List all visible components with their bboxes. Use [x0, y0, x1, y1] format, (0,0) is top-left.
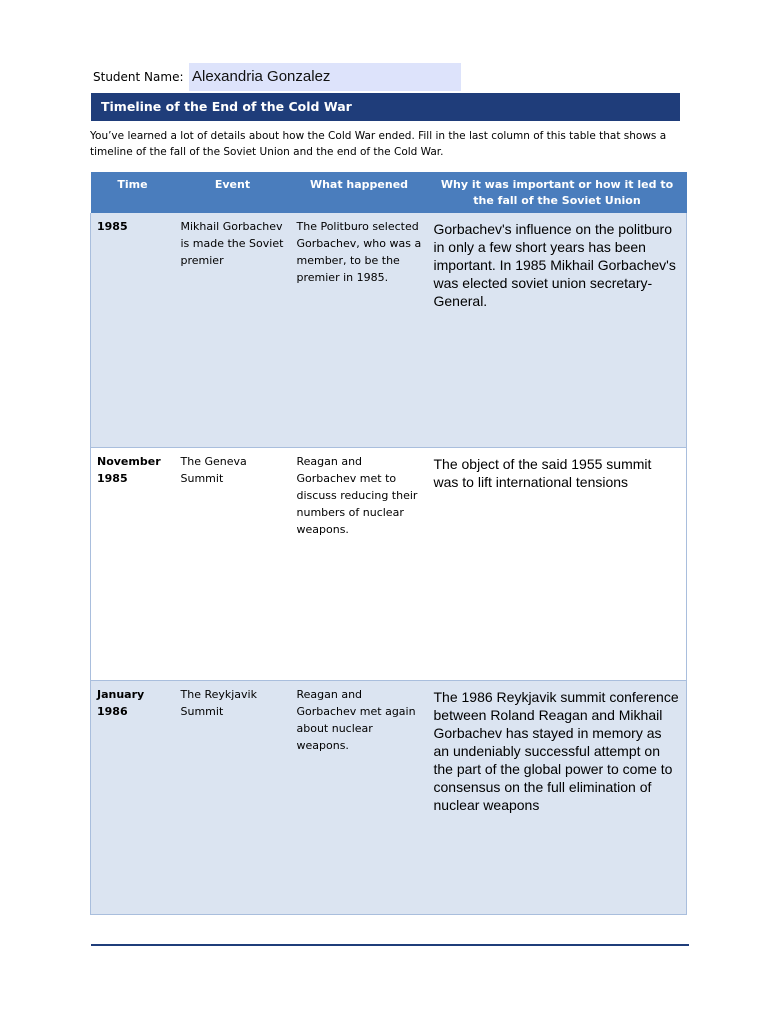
cell-event: The Reykjavik Summit	[175, 680, 291, 914]
student-name-field[interactable]: Alexandria Gonzalez	[189, 63, 461, 91]
header-why-important: Why it was important or how it led to the fall of the Soviet Union	[428, 172, 687, 213]
header-time: Time	[91, 172, 175, 213]
footer-divider	[91, 944, 689, 946]
cell-time: January 1986	[91, 680, 175, 914]
cell-time: November 1985	[91, 447, 175, 680]
timeline-table	[90, 172, 687, 915]
cell-answer[interactable]: The object of the said 1955 summit was to lift international tensions	[428, 447, 687, 680]
student-name-label: Student Name:	[93, 70, 184, 84]
document-title-banner: Timeline of the End of the Cold War	[91, 93, 680, 121]
cell-what-happened: Reagan and Gorbachev met to discuss reducing their numbers of nuclear weapons.	[291, 447, 428, 680]
cell-what-happened: The Politburo selected Gorbachev, who was a member, to be the premier in 1985.	[291, 213, 428, 447]
table-row	[91, 447, 687, 680]
header-event: Event	[175, 172, 291, 213]
cell-event: Mikhail Gorbachev is made the Soviet premier	[175, 213, 291, 447]
cell-event: The Geneva Summit	[175, 447, 291, 680]
table-row	[91, 680, 687, 914]
student-name-row	[93, 63, 331, 91]
cell-what-happened: Reagan and Gorbachev met again about nuclear weapons.	[291, 680, 428, 914]
cell-time: 1985	[91, 213, 175, 447]
table-header-row	[91, 172, 687, 213]
instructions-text: You’ve learned a lot of details about how the Cold War ended. Fill in the last column of this table that shows a timeline of the fall of the Soviet Union and the end of the Cold War.	[90, 130, 667, 158]
table-row	[91, 213, 687, 447]
header-what-happened: What happened	[291, 172, 428, 213]
cell-answer[interactable]: Gorbachev's influence on the politburo in only a few short years has been important. In 1985 Mikhail Gorbachev's was elected soviet union secretary-General.	[428, 213, 687, 447]
cell-answer[interactable]: The 1986 Reykjavik summit conference between Roland Reagan and Mikhail Gorbachev has stayed in memory as an undeniably successful attempt on the part of the global power to come to consensus on the full elimination of nuclear weapons	[428, 680, 687, 914]
